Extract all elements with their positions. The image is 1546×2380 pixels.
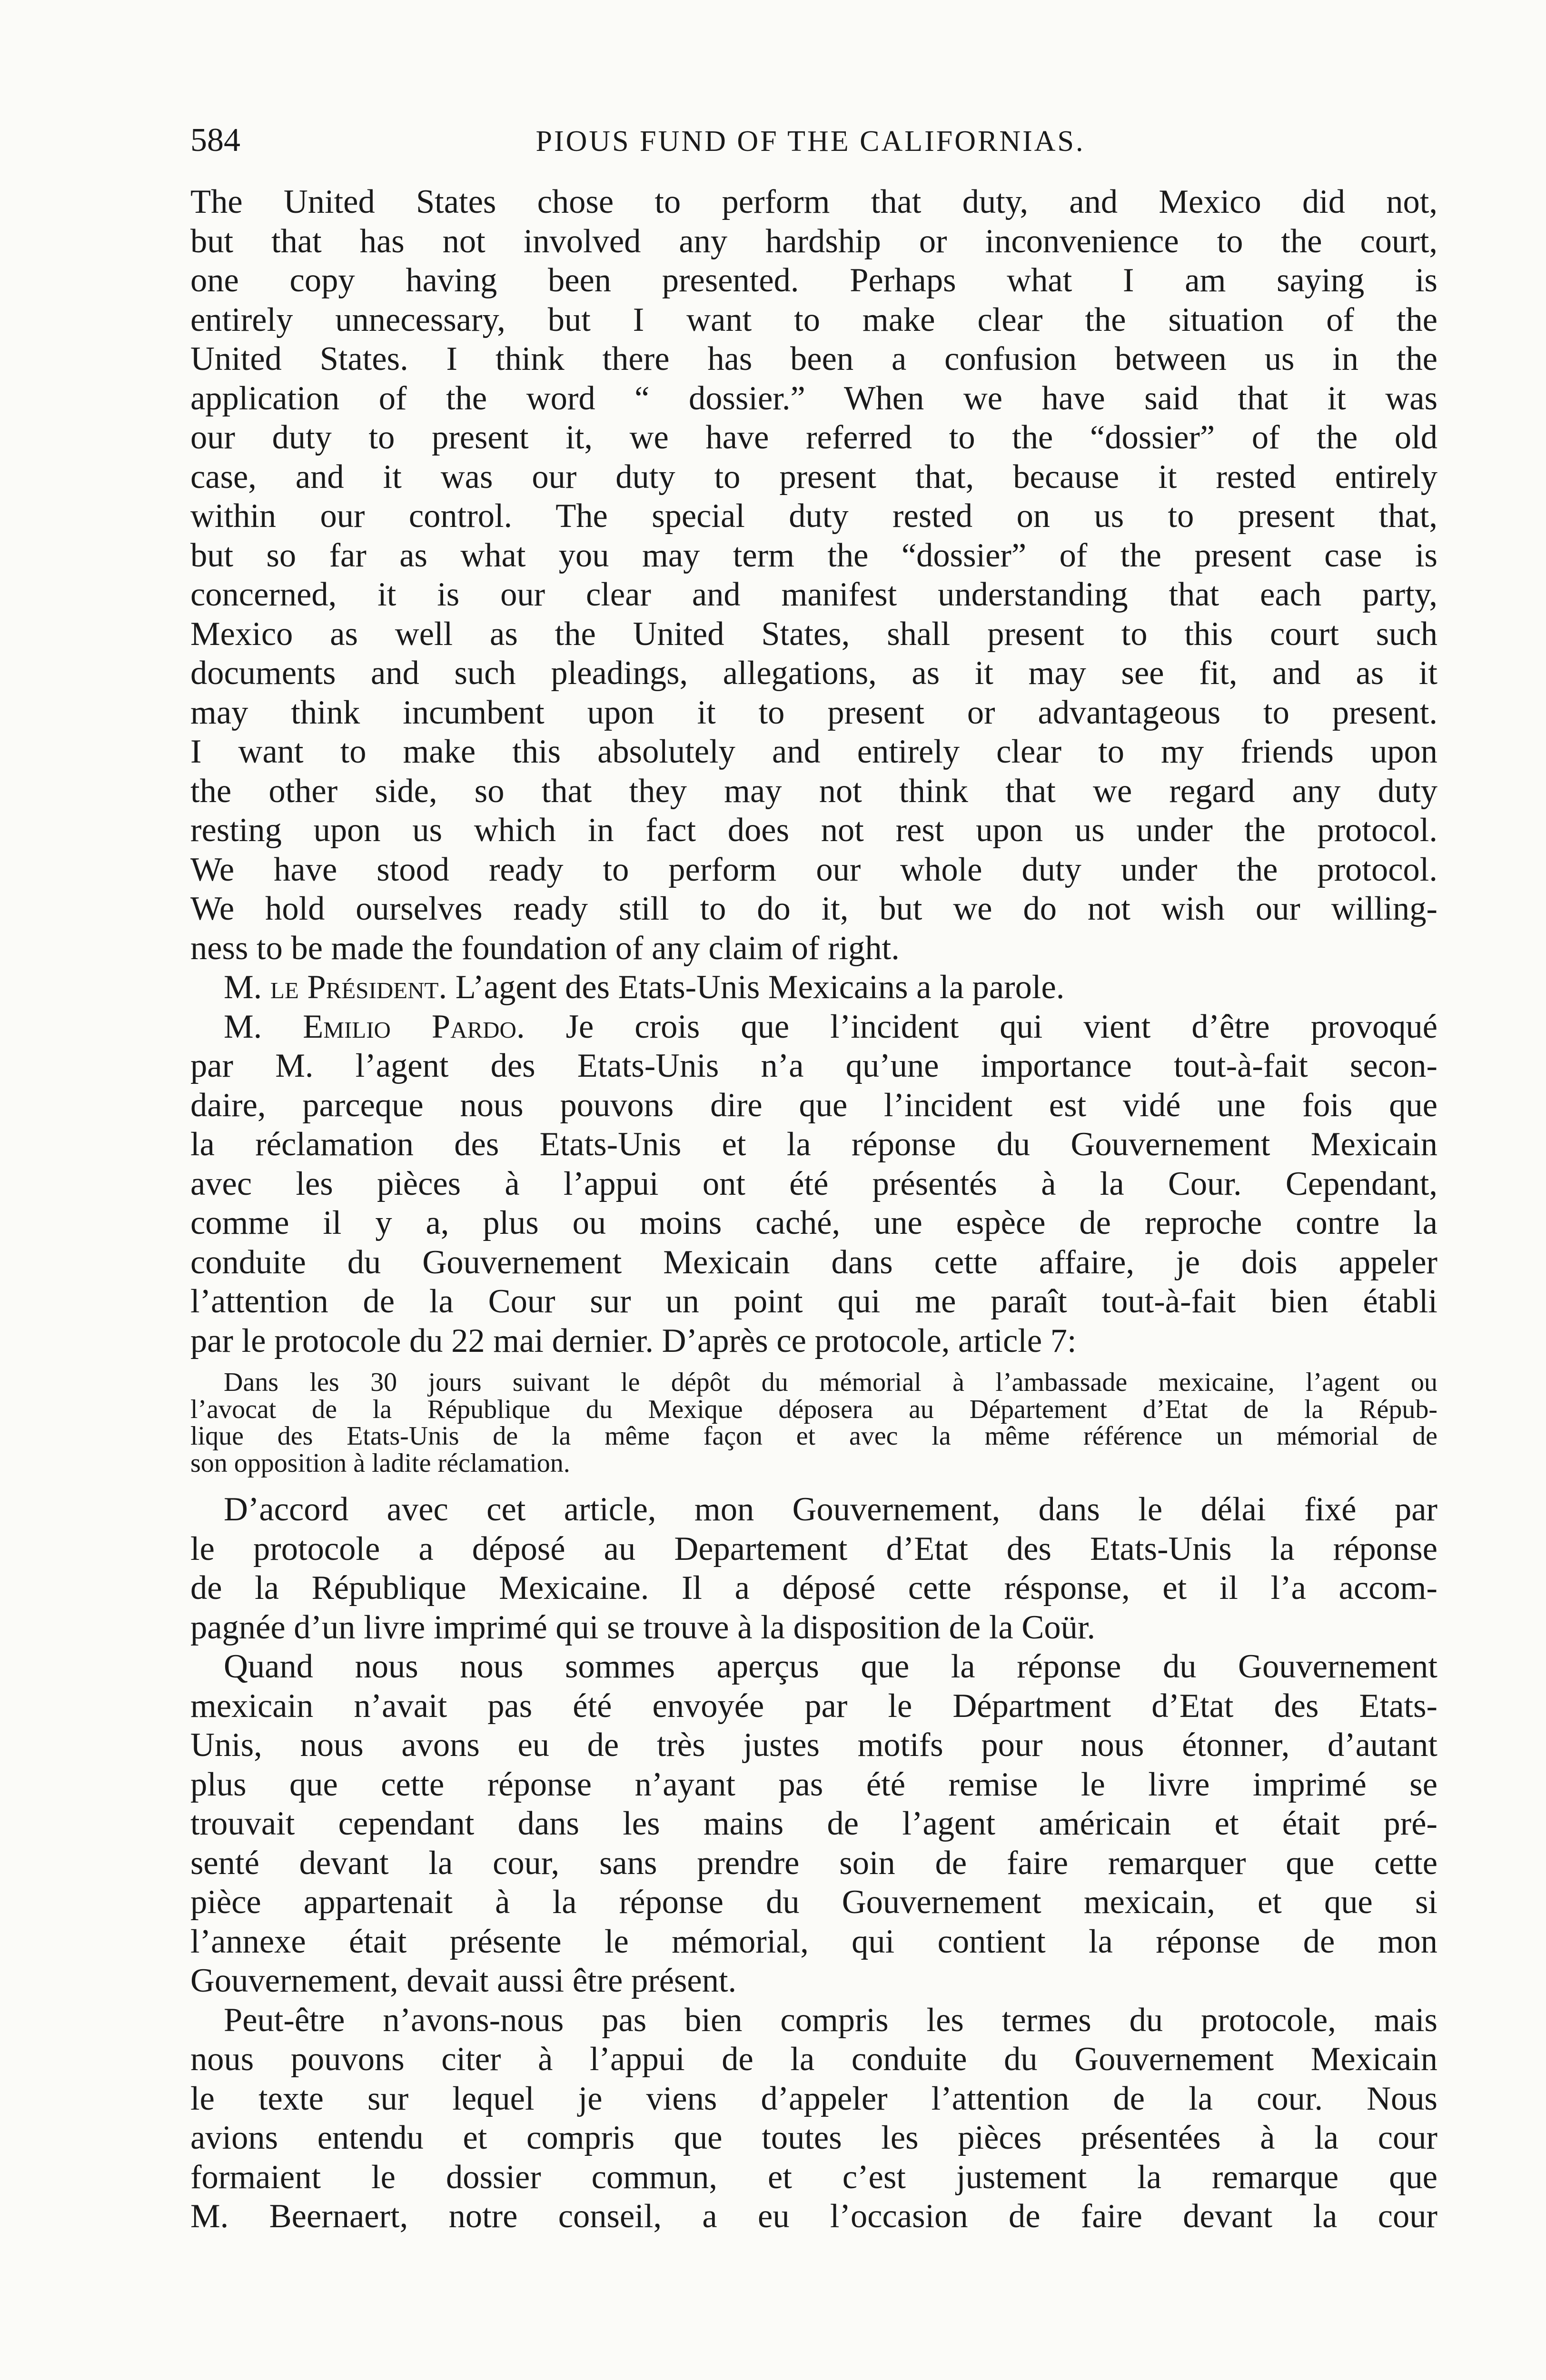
paragraph-6 [190, 2001, 1437, 2236]
page-header [190, 121, 1437, 178]
text-line: Gouvernement, devait aussi être présent. [190, 1962, 737, 1999]
paragraph-1 [190, 182, 1437, 968]
text-line: United States. I think there has been a confusion between us in the [190, 340, 1437, 377]
quote-line: l’avocat de la République du Mexique déposera au Département d’Etat de la Répub- [190, 1394, 1437, 1424]
text-line [190, 968, 1437, 1007]
text-line: mexicain n’avait pas été envoyée par le Départment d’Etat des Etats- [190, 1687, 1437, 1725]
text-line: par M. l’agent des Etats-Unis n’a qu’une importance tout-à-fait secon- [190, 1047, 1437, 1084]
document-page [190, 121, 1437, 2236]
text-line: entirely unnecessary, but I want to make clear the situation of the [190, 301, 1437, 338]
text-line: D’accord avec cet article, mon Gouvernement, dans le délai fixé par [224, 1491, 1437, 1528]
speaker-name: M. le Président. [224, 969, 447, 1006]
speech-text: Je crois que l’incident qui vient d’être provoqué [565, 1008, 1437, 1045]
text-line: concerned, it is our clear and manifest understanding that each party, [190, 576, 1437, 613]
text-line: le protocole a déposé au Departement d’Etat des Etats-Unis la réponse [190, 1530, 1437, 1567]
text-line: case, and it was our duty to present that, because it rested entirely [190, 458, 1437, 496]
text-line: Mexico as well as the United States, shall present to this court such [190, 615, 1437, 653]
text-line: the other side, so that they may not think that we regard any duty [190, 772, 1437, 810]
text-line: l’attention de la Cour sur un point qui me paraît tout-à-fait bien établi [190, 1283, 1437, 1320]
text-line: Unis, nous avons eu de très justes motifs pour nous étonner, d’autant [190, 1726, 1437, 1764]
text-line: application of the word “ dossier.” When we have said that it was [190, 379, 1437, 417]
text-line: We have stood ready to perform our whole duty under the protocol. [190, 851, 1437, 888]
speech-text: L’agent des Etats-Unis Mexicains a la parole. [455, 969, 1065, 1006]
page-number: 584 [190, 122, 240, 159]
text-line: senté devant la cour, sans prendre soin de faire remarquer que cette [190, 1844, 1437, 1882]
text-line: de la République Mexicaine. Il a déposé cette résponse, et il l’a accom- [190, 1569, 1437, 1606]
text-line: plus que cette réponse n’ayant pas été remise le livre imprimé se [190, 1765, 1437, 1803]
text-line: daire, parceque nous pouvons dire que l’incident est vidé une fois que [190, 1086, 1437, 1124]
text-line: resting upon us which in fact does not rest upon us under the protocol. [190, 812, 1437, 849]
text-line: We hold ourselves ready still to do it, but we do not wish our willing- [190, 890, 1437, 927]
paragraph-president [190, 968, 1437, 1007]
text-line: I want to make this absolutely and entirely clear to my friends upon [190, 733, 1437, 770]
text-line: la réclamation des Etats-Unis et la réponse du Gouvernement Mexicain [190, 1126, 1437, 1163]
block-quote [190, 1369, 1437, 1477]
text-line: but that has not involved any hardship or inconvenience to the court, [190, 222, 1437, 260]
text-line: conduite du Gouvernement Mexicain dans cette affaire, je dois appeler [190, 1243, 1437, 1281]
paragraph-4 [190, 1490, 1437, 1647]
running-title: PIOUS FUND OF THE CALIFORNIAS. [535, 125, 1085, 158]
text-line: may think incumbent upon it to present or advantageous to present. [190, 694, 1437, 731]
speaker-name: M. Emilio Pardo. [224, 1008, 525, 1045]
text-line: avec les pièces à l’appui ont été présentés à la Cour. Cependant, [190, 1165, 1437, 1202]
paragraph-5 [190, 1647, 1437, 2001]
text-line [190, 1007, 1437, 1047]
text-line: Peut-être n’avons-nous pas bien compris les termes du protocole, mais [224, 2001, 1437, 2039]
text-line: l’annexe était présente le mémorial, qui contient la réponse de mon [190, 1923, 1437, 1960]
text-line: Quand nous nous sommes aperçus que la réponse du Gouvernement [224, 1648, 1437, 1685]
text-line: nous pouvons citer à l’appui de la conduite du Gouvernement Mexicain [190, 2041, 1437, 2078]
text-line: within our control. The special duty rested on us to present that, [190, 497, 1437, 535]
text-line: one copy having been presented. Perhaps what I am saying is [190, 262, 1437, 299]
text-line: but so far as what you may term the “dossier” of the present case is [190, 536, 1437, 574]
text-line: formaient le dossier commun, et c’est justement la remarque que [190, 2158, 1437, 2196]
text-line: documents and such pleadings, allegations, as it may see fit, and as it [190, 654, 1437, 692]
text-line: pagnée d’un livre imprimé qui se trouve à la disposition de la Coür. [190, 1608, 1096, 1646]
text-line: par le protocole du 22 mai dernier. D’après ce protocole, article 7: [190, 1322, 1077, 1359]
text-line: our duty to present it, we have referred to the “dossier” of the old [190, 419, 1437, 456]
text-line: avions entendu et compris que toutes les pièces présentées à la cour [190, 2119, 1437, 2156]
quote-line: son opposition à ladite réclamation. [190, 1448, 570, 1478]
quote-line: lique des Etats-Unis de la même façon et avec la même référence un mémorial de [190, 1421, 1437, 1451]
text-line: comme il y a, plus ou moins caché, une espèce de reproche contre la [190, 1204, 1437, 1241]
paragraph-pardo [190, 1007, 1437, 1361]
text-line: M. Beernaert, notre conseil, a eu l’occasion de faire devant la cour [190, 2198, 1437, 2235]
text-line: le texte sur lequel je viens d’appeler l’attention de la cour. Nous [190, 2080, 1437, 2117]
text-line: The United States chose to perform that duty, and Mexico did not, [190, 183, 1437, 220]
text-line: trouvait cependant dans les mains de l’agent américain et était pré- [190, 1805, 1437, 1842]
text-line: pièce appartenait à la réponse du Gouvernement mexicain, et que si [190, 1884, 1437, 1921]
text-line: ness to be made the foundation of any claim of right. [190, 929, 900, 967]
quote-line: Dans les 30 jours suivant le dépôt du mémorial à l’ambassade mexicaine, l’agent ou [224, 1368, 1437, 1397]
